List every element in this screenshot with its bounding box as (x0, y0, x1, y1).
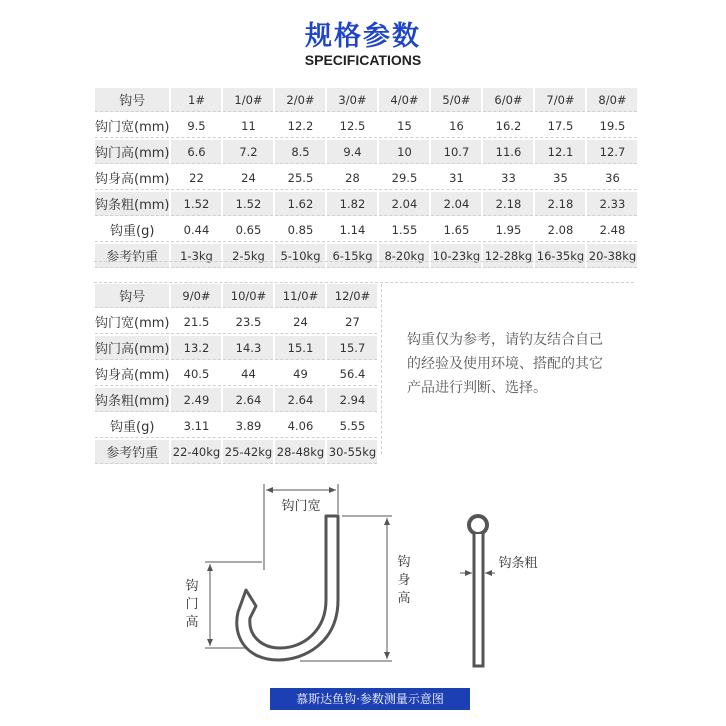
gap-width-label: 钩门宽 (281, 499, 321, 514)
table-cell: 25.5 (275, 166, 325, 190)
table-cell: 21.5 (171, 310, 221, 334)
table-cell: 5-10kg (275, 244, 325, 268)
table-cell: 1.95 (483, 218, 533, 242)
spec-table-1 (93, 86, 639, 270)
row-label: 钩号 (95, 88, 169, 112)
table-cell: 22 (171, 166, 221, 190)
table-cell: 2/0# (275, 88, 325, 112)
table-cell: 12/0# (327, 284, 377, 308)
table-cell: 20-38kg (587, 244, 637, 268)
table-cell: 1.52 (223, 192, 273, 216)
table-cell: 10 (379, 140, 429, 164)
row-label: 钩门宽(mm) (95, 114, 169, 138)
table-row (95, 166, 637, 190)
note-line: 钩重仅为参考，请钓友结合自己 (407, 332, 603, 348)
table-cell: 10.7 (431, 140, 481, 164)
table-cell: 2.08 (535, 218, 585, 242)
table-cell: 31 (431, 166, 481, 190)
table-cell: 12.1 (535, 140, 585, 164)
table-cell: 15 (379, 114, 429, 138)
table-cell: 12.5 (327, 114, 377, 138)
table-cell: 17.5 (535, 114, 585, 138)
table-cell: 2.04 (379, 192, 429, 216)
table-cell: 6/0# (483, 88, 533, 112)
table-cell: 6-15kg (327, 244, 377, 268)
table-cell: 15.7 (327, 336, 377, 360)
table-cell: 9.5 (171, 114, 221, 138)
table-cell: 8-20kg (379, 244, 429, 268)
table-cell: 4/0# (379, 88, 429, 112)
table-cell: 11.6 (483, 140, 533, 164)
table-cell: 7.2 (223, 140, 273, 164)
table-row (95, 310, 377, 334)
hook-shape (237, 516, 338, 660)
gap-height-label: 高 (185, 615, 199, 630)
row-label: 钩重(g) (95, 414, 169, 438)
table-cell: 10-23kg (431, 244, 481, 268)
table-cell: 27 (327, 310, 377, 334)
table-cell: 2.48 (587, 218, 637, 242)
row-label: 钩号 (95, 284, 169, 308)
table-cell: 1.82 (327, 192, 377, 216)
gap-height-label: 钩 (185, 579, 199, 594)
table-row (95, 140, 637, 164)
table-row (95, 114, 637, 138)
table-header-row (95, 88, 637, 112)
table-cell: 1/0# (223, 88, 273, 112)
table-cell: 9.4 (327, 140, 377, 164)
body-height-label: 钩 (397, 555, 411, 570)
table-cell: 2.64 (275, 388, 325, 412)
table-row (95, 414, 377, 438)
table-cell: 24 (275, 310, 325, 334)
row-label: 钩身高(mm) (95, 362, 169, 386)
table-cell: 5/0# (431, 88, 481, 112)
table-cell: 12.2 (275, 114, 325, 138)
row-label: 钩门高(mm) (95, 336, 169, 360)
table-cell: 2.94 (327, 388, 377, 412)
wire-thickness-label: 钩条粗 (498, 556, 538, 571)
gap-height-label: 门 (185, 597, 199, 612)
table-row (95, 388, 377, 412)
table-cell: 2-5kg (223, 244, 273, 268)
table-cell: 16-35kg (535, 244, 585, 268)
table-cell: 3.89 (223, 414, 273, 438)
table-cell: 30-55kg (327, 440, 377, 464)
table-row (95, 440, 377, 464)
table-cell: 49 (275, 362, 325, 386)
table-header-row (95, 284, 377, 308)
table-cell: 3.11 (171, 414, 221, 438)
page-title: 规格参数 (305, 21, 421, 52)
row-label: 钩条粗(mm) (95, 388, 169, 412)
row-label: 钩门高(mm) (95, 140, 169, 164)
table-cell: 22-40kg (171, 440, 221, 464)
hook-eye (469, 516, 487, 534)
table-cell: 36 (587, 166, 637, 190)
table-cell: 28 (327, 166, 377, 190)
table-cell: 2.18 (483, 192, 533, 216)
row-label: 钩条粗(mm) (95, 192, 169, 216)
table-cell: 44 (223, 362, 273, 386)
table-cell: 1.62 (275, 192, 325, 216)
table-cell: 6.6 (171, 140, 221, 164)
weight-note (407, 328, 629, 400)
table-cell: 1-3kg (171, 244, 221, 268)
table-cell: 12.7 (587, 140, 637, 164)
note-line: 产品进行判断、选择。 (407, 380, 547, 396)
table-cell: 28-48kg (275, 440, 325, 464)
table-cell: 19.5 (587, 114, 637, 138)
table-cell: 13.2 (171, 336, 221, 360)
table-cell: 3/0# (327, 88, 377, 112)
table-cell: 4.06 (275, 414, 325, 438)
table-cell: 0.85 (275, 218, 325, 242)
row-label: 参考钓重 (95, 440, 169, 464)
table-cell: 11/0# (275, 284, 325, 308)
table-row (95, 218, 637, 242)
body-height-label: 身 (397, 573, 411, 588)
table-cell: 10/0# (223, 284, 273, 308)
table-cell: 8.5 (275, 140, 325, 164)
table-cell: 2.49 (171, 388, 221, 412)
footer-caption: 慕斯达鱼钩·参数测量示意图 (270, 688, 470, 710)
table-cell: 11 (223, 114, 273, 138)
table-cell: 35 (535, 166, 585, 190)
table-cell: 15.1 (275, 336, 325, 360)
hook-wire (474, 534, 483, 666)
table-cell: 33 (483, 166, 533, 190)
table-cell: 23.5 (223, 310, 273, 334)
table-cell: 0.44 (171, 218, 221, 242)
table-cell: 1.55 (379, 218, 429, 242)
table-cell: 16.2 (483, 114, 533, 138)
table-cell: 2.33 (587, 192, 637, 216)
row-label: 钩身高(mm) (95, 166, 169, 190)
table-separator (94, 261, 634, 283)
table-cell: 7/0# (535, 88, 585, 112)
row-label: 钩门宽(mm) (95, 310, 169, 334)
table-cell: 24 (223, 166, 273, 190)
table-cell: 1.14 (327, 218, 377, 242)
table-cell: 1# (171, 88, 221, 112)
row-label: 参考钓重 (95, 244, 169, 268)
table-row (95, 336, 377, 360)
table-cell: 40.5 (171, 362, 221, 386)
table-row (95, 362, 377, 386)
table-cell: 16 (431, 114, 481, 138)
spec-table-2 (93, 282, 379, 466)
table-cell: 1.65 (431, 218, 481, 242)
table-cell: 0.65 (223, 218, 273, 242)
table-cell: 2.04 (431, 192, 481, 216)
table-row (95, 192, 637, 216)
table-cell: 56.4 (327, 362, 377, 386)
note-line: 的经验及使用环境、搭配的其它 (407, 356, 603, 372)
divider-line (381, 284, 382, 454)
table-cell: 12-28kg (483, 244, 533, 268)
table-cell: 2.64 (223, 388, 273, 412)
table-cell: 1.52 (171, 192, 221, 216)
table-cell: 25-42kg (223, 440, 273, 464)
body-height-label: 高 (397, 591, 411, 606)
table-cell: 8/0# (587, 88, 637, 112)
table-cell: 5.55 (327, 414, 377, 438)
table-cell: 14.3 (223, 336, 273, 360)
hook-measurement-diagram (0, 470, 726, 680)
table-cell: 2.18 (535, 192, 585, 216)
table-cell: 9/0# (171, 284, 221, 308)
page-subtitle: SPECIFICATIONS (304, 52, 422, 68)
row-label: 钩重(g) (95, 218, 169, 242)
table-cell: 29.5 (379, 166, 429, 190)
